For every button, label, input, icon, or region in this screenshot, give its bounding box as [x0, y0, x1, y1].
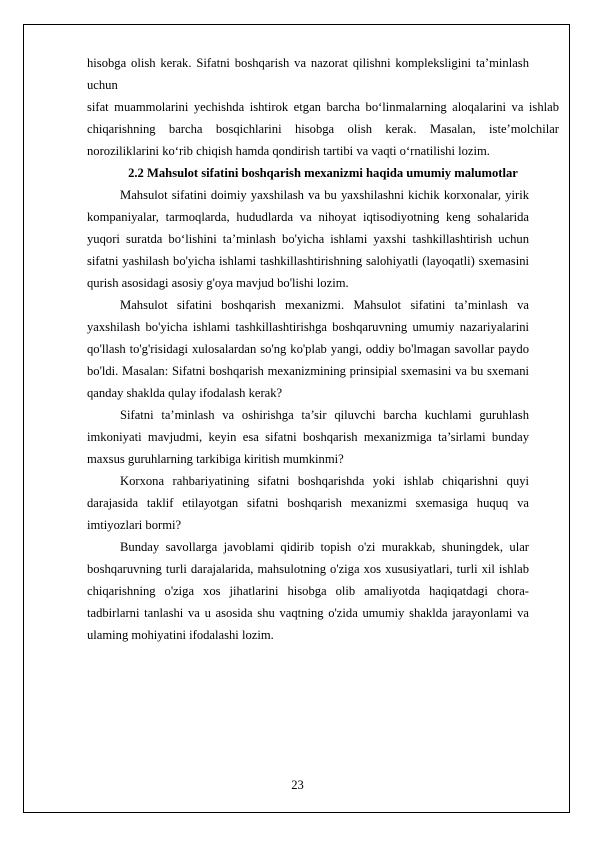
- paragraph-question-rights: Korxona rahbariyatining sifatni boshqarishda yoki ishlab chiqarishni quyi darajasida taklif etilayotgan sifatni boshqarish mexanizmi sxemasiga huquq va imtiyozlari bormi?: [87, 474, 529, 532]
- section-heading: 2.2 Mahsulot sifatini boshqarish mexanizmi haqida umumiy malumotlar: [128, 166, 518, 180]
- paragraph-continuation: hisobga olish kerak. Sifatni boshqarish va nazorat qilishni kompleksligini ta’minlash uchun: [87, 56, 529, 92]
- page-number: 23: [291, 778, 304, 792]
- paragraph-question-grouping: Sifatni ta’minlash va oshirishga ta’sir qiluvchi barcha kuchlami guruhlash imkoniyati mavjudmi, keyin esa sifatni boshqarish mexanizmiga ta’sirlami bunday maxsus guruhlarning tarkibiga kiritish mumkinmi?: [87, 408, 529, 466]
- document-body: [87, 52, 559, 646]
- paragraph-quality-problems: sifat muammolarini yechishda ishtirok etgan barcha bo‘linmalarning aloqalarini va ishlab chiqarishning barcha bosqichlarini hisobga olish kerak. Masalan, iste’molchilar noroziliklarini ko‘rib chiqish hamda qondirish tartibi va vaqti o‘rnatilishi lozim.: [87, 100, 559, 158]
- paragraph-answers: Bunday savollarga javoblami qidirib topish o'zi murakkab, shuningdek, ular boshqaruvning turli darajalarida, mahsulotning o'ziga xos xususiyatlari, turli xil ishlab chiqarishning o'ziga xos jihatlarini hisobga olib amaliyotda haqiqatdagi chora-tadbirlarni tanlashi va u asosida shu vaqtning o'zida umumiy shaklda jarayonlami va ulaming mohiyatini ifodalashi lozim.: [87, 540, 529, 642]
- paragraph-main-idea: Mahsulot sifatini doimiy yaxshilash va bu yaxshilashni kichik korxonalar, yirik kompaniyalar, tarmoqlarda, hududlarda va nihoyat iqtisodiyotning keng sohalarida yuqori suratda bo‘lishini ta’minlash bo'yicha ishlami yaxshi tashkillashtirish uchun sifatni yashilash bo'yicha ishlami tashkillashtirishning salohiyatli (layoqatli) sxemasini qurish asosidagi asosiy g'oya mavjud bo'lishi lozim.: [87, 188, 529, 290]
- paragraph-mechanism: Mahsulot sifatini boshqarish mexanizmi. Mahsulot sifatini ta’minlash va yaxshilash bo'yicha ishlami tashkillashtirishga boshqaruvning umumiy nazariyalarini qo'llash to'g'risidagi xulosalardan so'ng ko'plab yangi, oddiy bo'lmagan savollar paydo bo'ldi. Masalan: Sifatni boshqarish mexanizmining prinsipial sxemasini va bu sxemani qanday shaklda qulay ifodalash kerak?: [87, 298, 529, 400]
